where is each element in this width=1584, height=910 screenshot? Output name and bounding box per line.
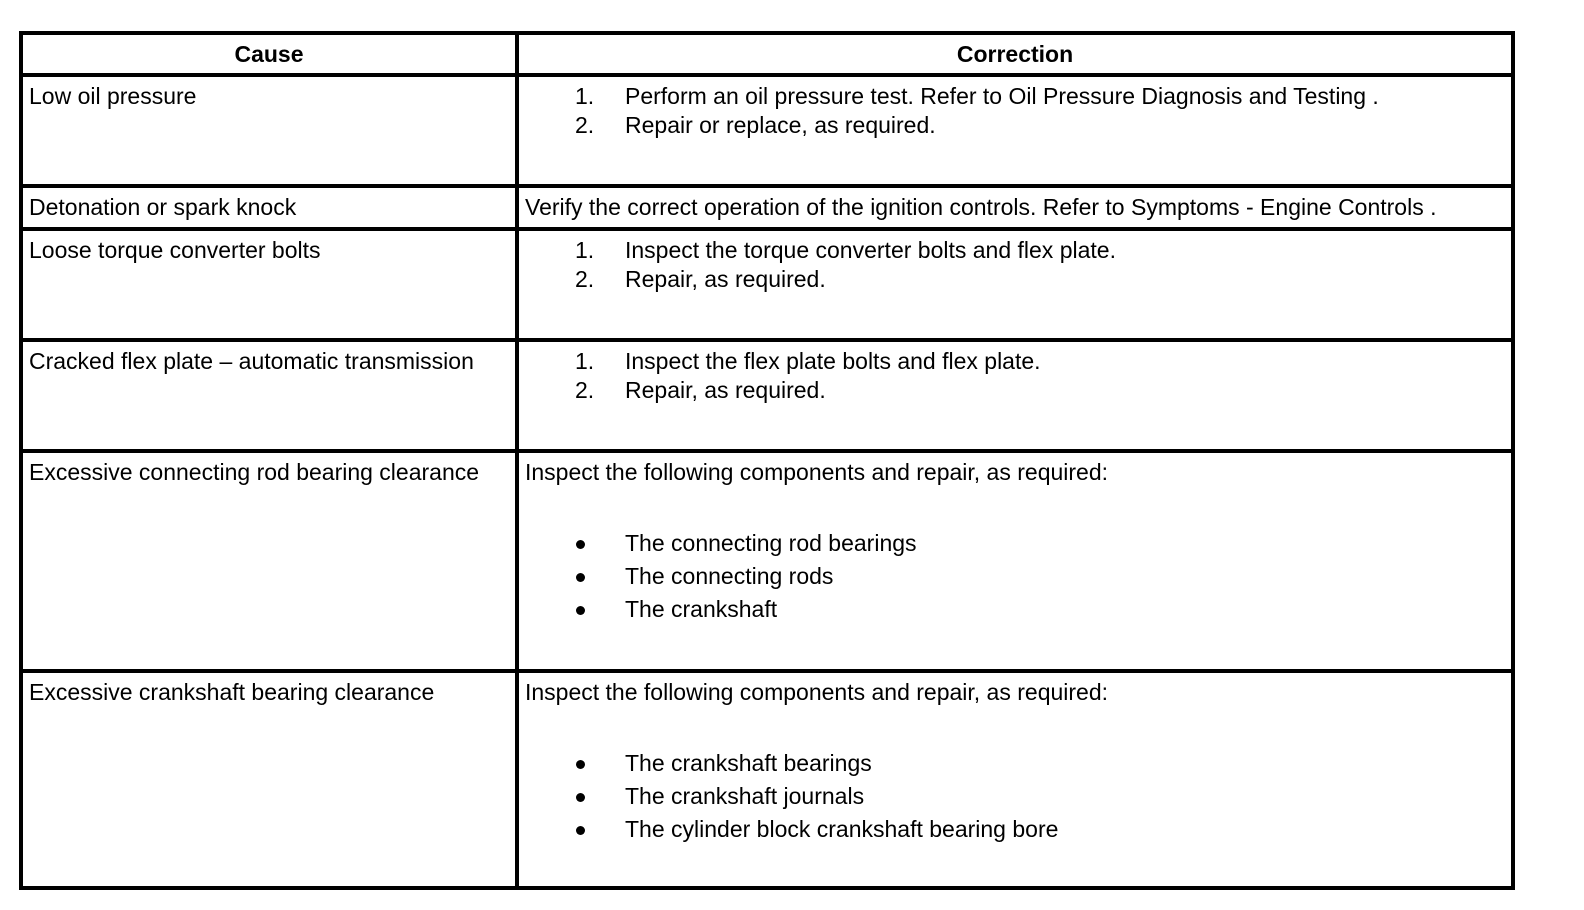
step-text: Perform an oil pressure test. Refer to Oil Pressure Diagnosis and Testing .: [625, 83, 1379, 109]
bullet-icon: [576, 826, 585, 835]
step-list: [525, 347, 1511, 405]
step-text: Inspect the flex plate bolts and flex plate.: [625, 348, 1041, 374]
step-number: 1.: [575, 348, 595, 374]
bullet-text: The connecting rod bearings: [625, 530, 917, 556]
correction-intro: Inspect the following components and repair, as required:: [525, 459, 1109, 485]
bullet-list: [525, 749, 1511, 848]
table-row: [21, 451, 1513, 671]
step-number: 2.: [575, 377, 595, 403]
step-item: [525, 265, 1511, 294]
bullet-icon: [576, 540, 585, 549]
bullet-icon: [576, 793, 585, 802]
diagnosis-table: [19, 31, 1515, 890]
correction-cell: [517, 671, 1513, 888]
step-number: 2.: [575, 112, 595, 138]
bullet-text: The connecting rods: [625, 563, 834, 589]
table-row: [21, 340, 1513, 451]
table-row: [21, 186, 1513, 229]
cause-cell: Excessive crankshaft bearing clearance: [21, 671, 517, 888]
step-number: 1.: [575, 83, 595, 109]
bullet-icon: [576, 606, 585, 615]
bullet-icon: [576, 760, 585, 769]
correction-intro: Inspect the following components and repair, as required:: [525, 679, 1109, 705]
step-text: Inspect the torque converter bolts and flex plate.: [625, 237, 1116, 263]
step-item: [525, 347, 1511, 376]
table-row: [21, 671, 1513, 888]
correction-cell: [517, 451, 1513, 671]
table-row: [21, 229, 1513, 340]
step-number: 2.: [575, 266, 595, 292]
correction-cell: [517, 229, 1513, 340]
bullet-text: The crankshaft: [625, 596, 778, 622]
correction-cell: [517, 340, 1513, 451]
bullet-item: [525, 529, 1511, 562]
cause-cell: Detonation or spark knock: [21, 186, 517, 229]
correction-text: Verify the correct operation of the ignition controls. Refer to Symptoms - Engine Controls .: [525, 194, 1437, 220]
correction-cell: [517, 75, 1513, 186]
bullet-text: The crankshaft journals: [625, 783, 865, 809]
bullet-item: [525, 782, 1511, 815]
step-item: [525, 82, 1511, 111]
correction-header: Correction: [517, 33, 1513, 75]
step-text: Repair, as required.: [625, 266, 826, 292]
cause-cell: Cracked flex plate – automatic transmission: [21, 340, 517, 451]
step-list: [525, 82, 1511, 140]
cause-cell: Excessive connecting rod bearing clearance: [21, 451, 517, 671]
bullet-text: The crankshaft bearings: [625, 750, 872, 776]
step-item: [525, 236, 1511, 265]
cause-cell: Low oil pressure: [21, 75, 517, 186]
step-list: [525, 236, 1511, 294]
step-item: [525, 376, 1511, 405]
step-text: Repair, as required.: [625, 377, 826, 403]
table-row: [21, 75, 1513, 186]
step-number: 1.: [575, 237, 595, 263]
bullet-item: [525, 562, 1511, 595]
cause-cell: Loose torque converter bolts: [21, 229, 517, 340]
bullet-item: [525, 595, 1511, 628]
bullet-list: [525, 529, 1511, 628]
bullet-item: [525, 815, 1511, 848]
bullet-item: [525, 749, 1511, 782]
step-text: Repair or replace, as required.: [625, 112, 936, 138]
bullet-icon: [576, 573, 585, 582]
step-item: [525, 111, 1511, 140]
bullet-text: The cylinder block crankshaft bearing bore: [625, 816, 1059, 842]
correction-cell: [517, 186, 1513, 229]
header-row: [21, 33, 1513, 75]
cause-header: Cause: [21, 33, 517, 75]
